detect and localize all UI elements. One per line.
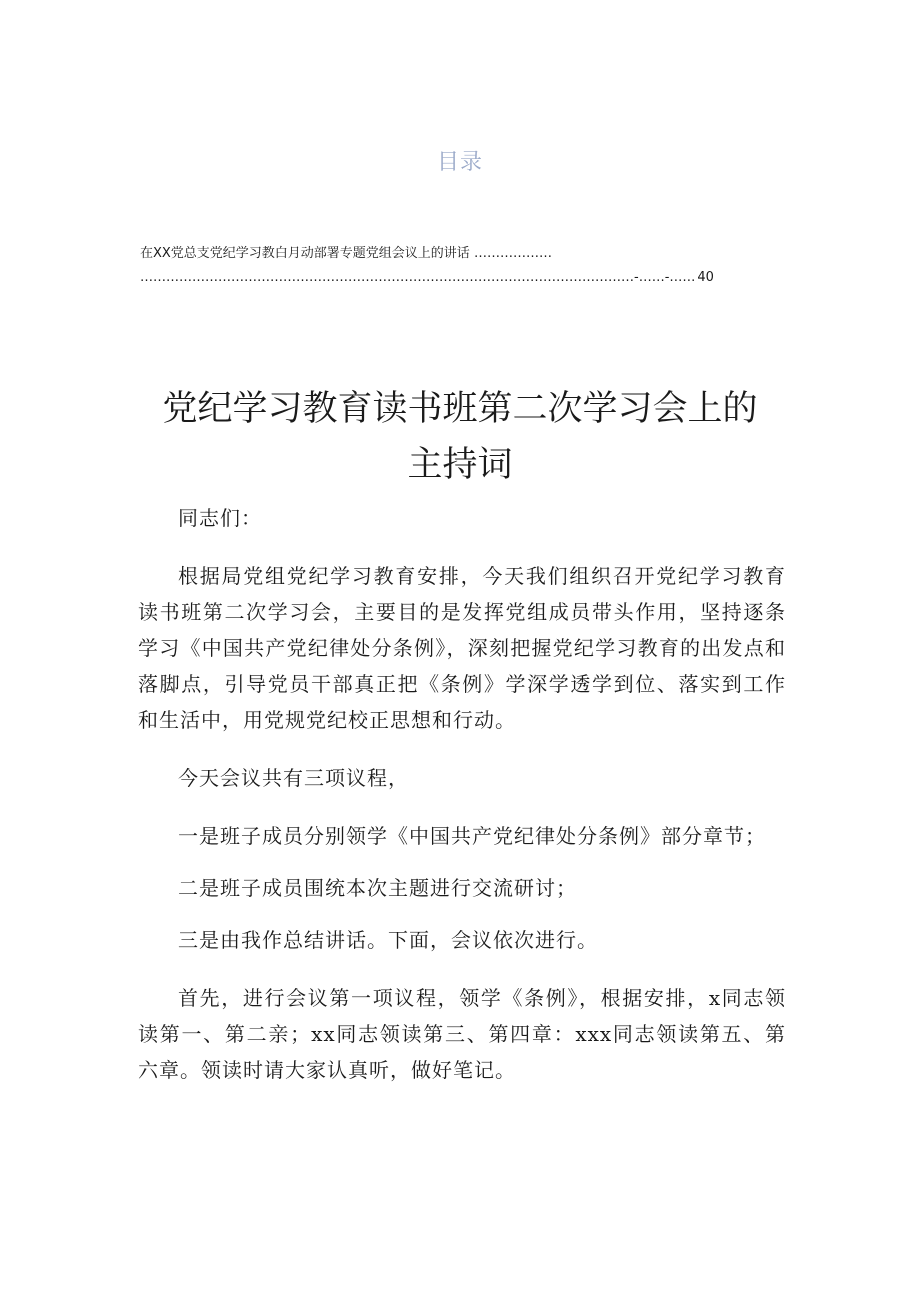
document-body: [138, 500, 786, 1088]
agenda-item-1: 一是班子成员分别领学《中国共产党纪律处分条例》部分章节；: [178, 824, 766, 848]
toc-entry-leader-line: [140, 266, 714, 290]
toc-entry-title[interactable]: 在XX党总支党纪学习教白月动部署专题党组会议上的讲话 ………………: [140, 246, 552, 261]
toc-entry-page-number: 40: [697, 270, 714, 285]
agenda-item-2: 二是班子成员围统本次主题进行交流研讨；: [178, 876, 577, 900]
toc-heading: 目录: [436, 150, 483, 175]
paragraph-intro: 根据局党组党纪学习教育安排，今天我们组织召开党纪学习教育读书班第二次学习会，主要目的是发挥党组成员带头作用，坚持逐条学习《中国共产党纪律处分条例》，深刻把握党纪学习教育的出发点和落脚点，引导党员干部真正把《条例》学深学透学到位、落实到工作和生活中，用党规党纪校正思想和行动。: [138, 564, 786, 732]
paragraph-agenda: 今天会议共有三项议程，: [178, 766, 409, 790]
toc-entry-leader: ……………………………………………………………………………………………………-……-……: [140, 270, 696, 285]
toc-entry[interactable]: [140, 242, 714, 290]
document-title: 党纪学习教育读书班第二次学习会上的主持词: [162, 389, 758, 486]
paragraph-first-agenda: 首先，进行会议第一项议程，领学《条例》，根据安排，x同志领读第一、第二亲；xx同志领读第三、第四章：xxx同志领读第五、第六章。领读时请大家认真听，做好笔记。: [138, 986, 786, 1082]
agenda-item-3: 三是由我作总结讲话。下面，会议依次进行。: [178, 928, 598, 952]
salutation: 同志们：: [178, 506, 262, 530]
